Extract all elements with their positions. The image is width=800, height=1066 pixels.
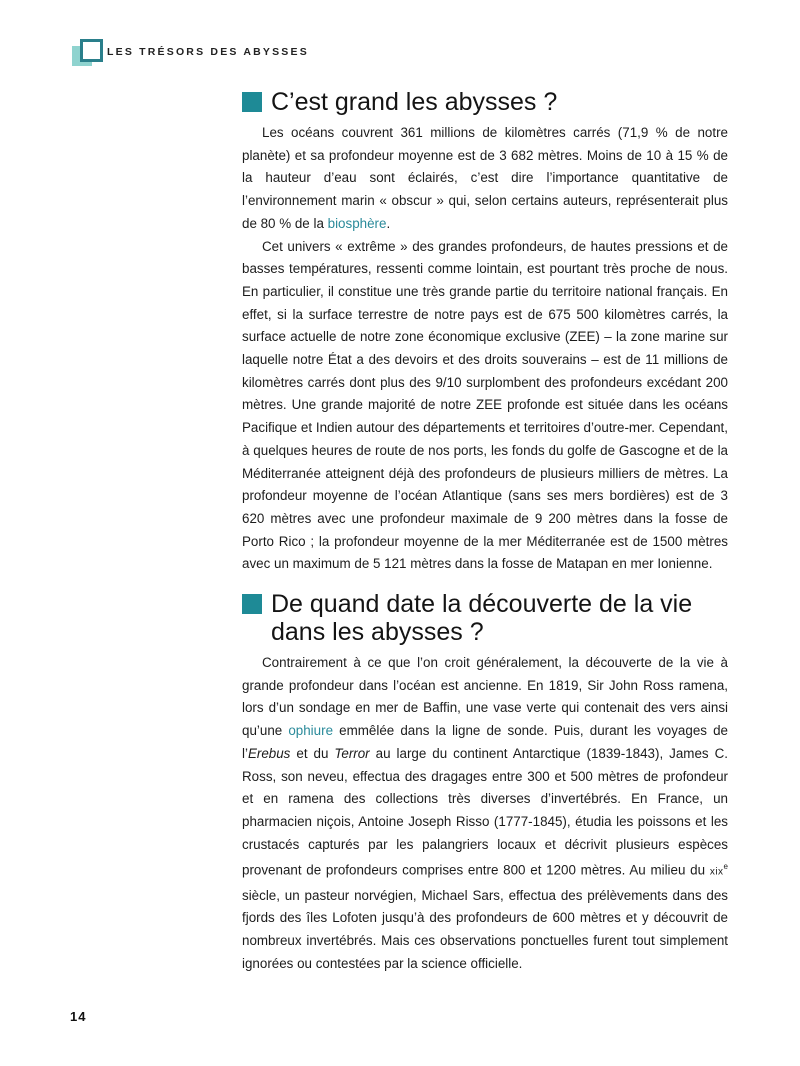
section-discovery-of-life bbox=[242, 590, 728, 975]
text-run: au large du continent Antarctique (1839-1843), James C. Ross, son neveu, effectua des dragages entre 300 et 500 mètres de profondeur et en ramena des collections très diverses d’invertébrés. En France, un pharmacien niçois, Antoine Joseph Risso (1777-1845), étudia les poissons et les crustacés capturés par les palangriers locaux et décrivit plusieurs espèces provenant de profondeurs comprises entre 800 et 1200 mètres. Au milieu du bbox=[242, 745, 728, 878]
section-title: De quand date la découverte de la vie dans les abysses ? bbox=[271, 590, 693, 647]
paragraph bbox=[242, 652, 728, 975]
square-bullet-icon bbox=[242, 92, 262, 112]
section-heading bbox=[242, 88, 728, 116]
running-title: LES TRÉSORS DES ABYSSES bbox=[107, 46, 309, 58]
section-title: C’est grand les abysses ? bbox=[271, 88, 558, 116]
text-run: et du bbox=[290, 745, 335, 761]
text-run: . bbox=[386, 215, 391, 231]
page-number: 14 bbox=[70, 1009, 87, 1024]
paragraph: Cet univers « extrême » des grandes profondeurs, de hautes pressions et de basses températures, ressenti comme lointain, est pourtant très proche de nous. En particulier, il constitue une très grande partie du territoire national français. En effet, si la surface terrestre de notre pays est de 675 500 kilomètres carrés, la surface actuelle de notre zone économique exclusive (ZEE) – la zone marine sur laquelle notre État a des devoirs et des droits souverains – est de 11 millions de kilomètres carrés dont plus des 9/10 surplombent des profondeurs excédant 200 mètres. Une grande majorité de notre ZEE profonde est située dans les océans Pacifique et Indien autour des départements et territoires d’outre-mer. Cependant, à quelques heures de route de nos ports, les fonds du golfe de Gascogne et de la Méditerranée atteignent déjà des profondeurs de plusieurs milliers de mètres. La profondeur moyenne de l’océan Atlantique (sans ses mers bordières) est de 3 620 mètres avec une profondeur maximale de 9 200 mètres dans la fosse de Porto Rico ; la profondeur moyenne de la mer Méditerranée est de 1500 mètres avec un maximum de 5 121 mètres dans la fosse de Matapan en mer Ionienne. bbox=[242, 238, 728, 572]
book-logo-icon bbox=[72, 38, 102, 68]
text-run: Les océans couvrent 361 millions de kilomètres carrés (71,9 % de notre planète) et sa profondeur moyenne est de 3 682 mètres. Moins de 10 à 15 % de la hauteur d’eau sont éclairés, c’est dire l’importance quantitative de l’environnement marin « obscur » qui, selon certains auteurs, représenterait plus de 80 % de la bbox=[242, 125, 728, 231]
paragraph bbox=[242, 122, 728, 236]
text-run: siècle, un pasteur norvégien, Michael Sars, effectua des prélèvements dans des fjords des îles Lofoten jusqu’à des profondeurs de 600 mètres et y découvrit de nombreux invertébrés. Mais ces observations ponctuelles furent tout simplement ignorées ou contestées par la science officielle. bbox=[242, 887, 728, 971]
section-size-of-abyss bbox=[242, 88, 728, 576]
glossary-term-ophiure[interactable]: ophiure bbox=[288, 723, 334, 739]
century-numeral: xix bbox=[709, 866, 724, 878]
text-run: emmêlée dans la ligne de sonde. Puis, durant les voyages de l’ bbox=[242, 723, 728, 761]
ship-name-terror: Terror bbox=[334, 745, 370, 761]
section-heading bbox=[242, 590, 728, 646]
text-run: Contrairement à ce que l’on croit généralement, la découverte de la vie à grande profondeur dans l’océan est ancienne. En 1819, Sir John Ross ramena, lors d’un sondage en mer de Baffin, une vase verte qui contenait des vers ainsi qu’une bbox=[242, 655, 728, 739]
running-header bbox=[72, 38, 472, 68]
page-content bbox=[242, 88, 728, 975]
century-superscript: e bbox=[723, 862, 728, 872]
ship-name-erebus: Erebus bbox=[247, 745, 291, 761]
glossary-term-biosphere[interactable]: biosphère bbox=[327, 215, 387, 231]
square-bullet-icon bbox=[242, 594, 262, 614]
